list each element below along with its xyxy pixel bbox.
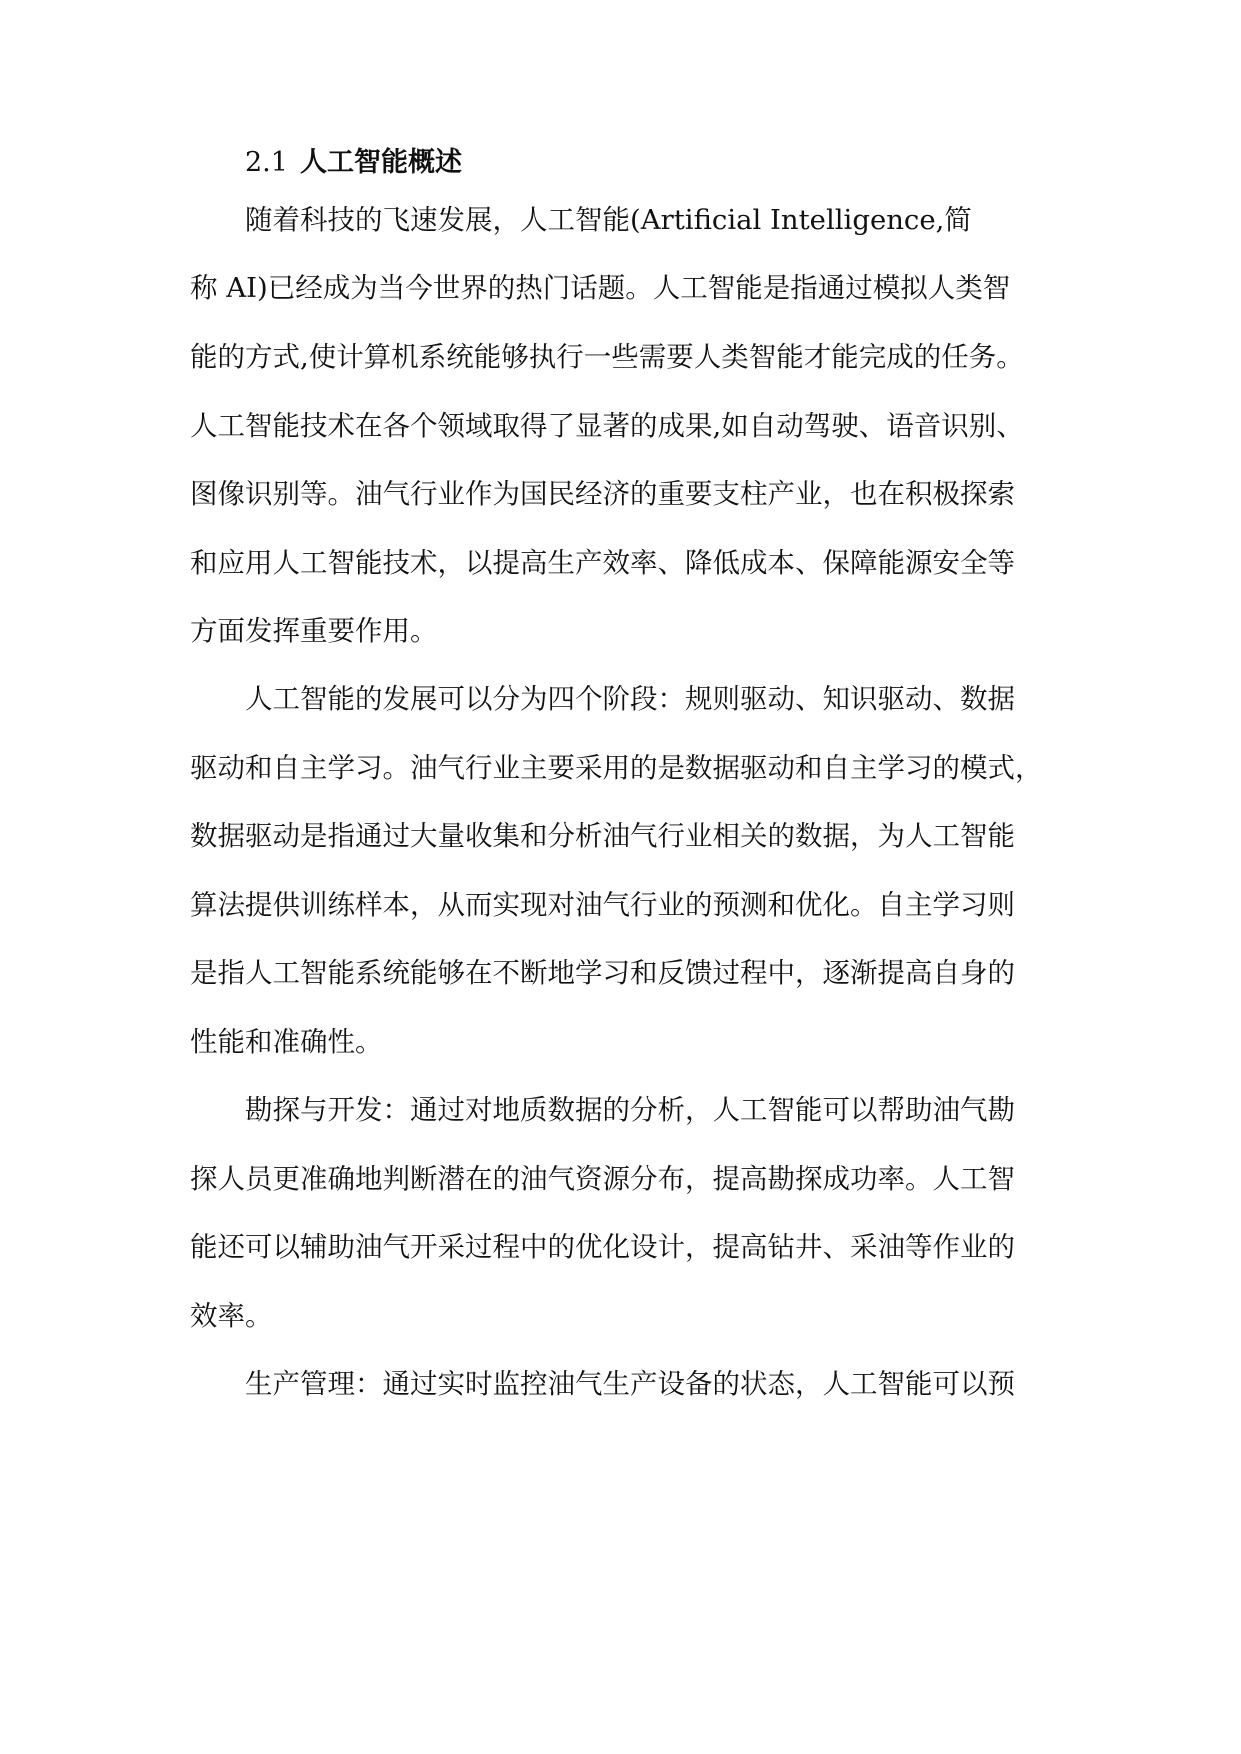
paragraph-line: 生产管理：通过实时监控油气生产设备的状态，人工智能可以预 [245,1368,1015,1400]
paragraph-line: 性能和准确性。 [190,1026,383,1058]
paragraph-line: 效率。 [190,1300,273,1332]
paragraph-line: 人工智能的发展可以分为四个阶段：规则驱动、知识驱动、数据 [245,683,1015,715]
paragraph-line: 勘探与开发：通过对地质数据的分析，人工智能可以帮助油气勘 [245,1094,1015,1126]
paragraph-line: 算法提供训练样本，从而实现对油气行业的预测和优化。自主学习则 [190,889,1015,921]
paragraph-line: 人工智能技术在各个领域取得了显著的成果,如自动驾驶、语音识别、 [190,410,1024,442]
paragraph-line: 能的方式,使计算机系统能够执行一些需要人类智能才能完成的任务。 [190,341,1024,373]
section-number: 2.1 [245,147,288,178]
paragraph-line: 驱动和自主学习。油气行业主要采用的是数据驱动和自主学习的模式， [190,752,1043,784]
paragraph-line: 图像识别等。油气行业作为国民经济的重要支柱产业，也在积极探索 [190,478,1015,510]
paragraph-line: 随着科技的飞速发展，人工智能(Artificial Intelligence,简 [245,204,972,236]
paragraph-line: 数据驱动是指通过大量收集和分析油气行业相关的数据，为人工智能 [190,820,1015,852]
paragraph-line: 探人员更准确地判断潜在的油气资源分布，提高勘探成功率。人工智 [190,1163,1015,1195]
paragraph-line: 方面发挥重要作用。 [190,615,438,647]
paragraph-line: 称 AI)已经成为当今世界的热门话题。人工智能是指通过模拟人类智 [190,272,1011,304]
paragraph-line: 能还可以辅助油气开采过程中的优化设计，提高钻井、采油等作业的 [190,1231,1015,1263]
section-heading [245,149,462,176]
paragraph-line: 是指人工智能系统能够在不断地学习和反馈过程中，逐渐提高自身的 [190,957,1015,989]
paragraph-line: 和应用人工智能技术，以提高生产效率、降低成本、保障能源安全等 [190,547,1015,579]
section-title: 人工智能概述 [299,147,462,178]
